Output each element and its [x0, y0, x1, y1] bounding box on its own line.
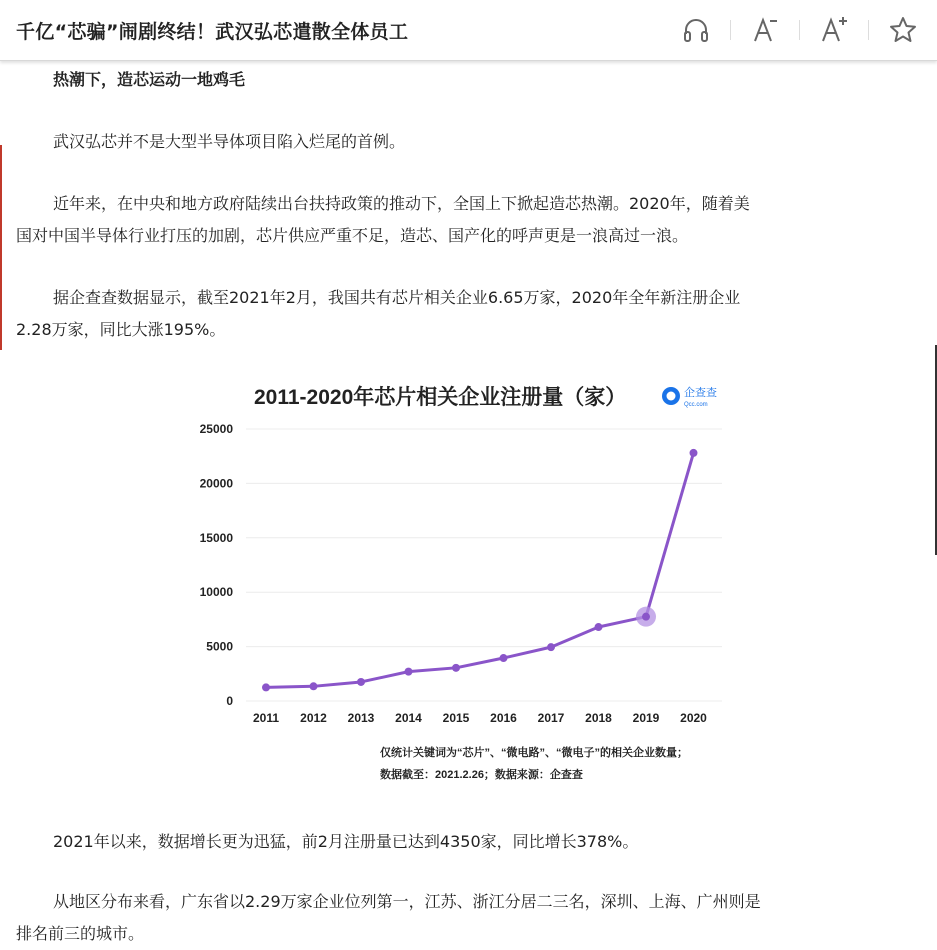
x-tick-label: 2020 [680, 711, 707, 725]
x-tick-label: 2019 [632, 711, 660, 725]
logo-text: 企查查 [684, 387, 717, 399]
y-tick-label: 0 [226, 694, 233, 708]
x-tick-label: 2011 [252, 711, 280, 725]
y-tick-label: 15000 [199, 530, 233, 545]
x-tick-label: 2015 [442, 711, 470, 725]
paragraph: 武汉弘芯并不是大型半导体项目陷入烂尾的首例。 [53, 132, 406, 151]
data-point [595, 623, 603, 631]
left-edge-decoration [0, 145, 2, 350]
paragraph: 2021年以来，数据增长更为迅猛，前2月注册量已达到4350家，同比增长378%。 [53, 832, 639, 851]
font-increase-icon [819, 15, 849, 45]
y-tick-label: 5000 [206, 639, 233, 654]
data-point [405, 668, 413, 676]
font-increase-button[interactable] [800, 8, 868, 52]
data-point [310, 682, 318, 690]
qcc-logo [662, 385, 717, 408]
x-tick-label: 2014 [395, 711, 422, 725]
reader-toolbar [662, 8, 937, 52]
data-point [262, 683, 270, 691]
x-tick-label: 2013 [347, 711, 375, 725]
headphones-icon [681, 15, 711, 45]
series-line [266, 453, 694, 687]
x-tick-label: 2016 [490, 711, 517, 725]
listen-button[interactable] [662, 8, 730, 52]
font-decrease-button[interactable] [731, 8, 799, 52]
chart-note-1: 仅统计关键词为“芯片”、“微电路”、“微电子”的相关企业数量； [380, 747, 688, 759]
paragraph: 近年来，在中央和地方政府陆续出台扶持政策的推动下，全国上下掀起造芯热潮。2020年，随着美 国对中国半导体行业打压的加剧，芯片供应严重不足，造芯、国产化的呼声更是一浪高过一浪。 [16, 194, 750, 245]
paragraph: 据企查查数据显示，截至2021年2月，我国共有芯片相关企业6.65万家，2020年全年新注册企业 2.28万家，同比大涨195%。 [16, 288, 741, 339]
data-point [452, 664, 460, 672]
x-tick-label: 2012 [300, 711, 327, 725]
x-tick-label: 2017 [537, 711, 565, 725]
y-tick-label: 25000 [199, 422, 233, 436]
logo-subtext: Qcc.com [684, 402, 708, 408]
data-point [690, 449, 698, 457]
section-subheading: 热潮下，造芯运动一地鸡毛 [53, 70, 246, 89]
article-title: 千亿“芯骗”闹剧终结！武汉弘芯遣散全体员工 [16, 21, 409, 43]
y-tick-label: 20000 [199, 476, 233, 491]
star-icon [888, 15, 918, 45]
data-point [642, 613, 650, 621]
registration-line-chart [190, 360, 750, 800]
data-point [547, 643, 555, 651]
data-point [357, 678, 365, 686]
chart-image [190, 360, 750, 800]
favorite-button[interactable] [869, 8, 937, 52]
chart-title: 2011-2020年芯片相关企业注册量（家） [254, 386, 627, 409]
article-header-bar [0, 0, 937, 61]
data-point [500, 654, 508, 662]
x-tick-label: 2018 [585, 711, 612, 725]
y-tick-label: 10000 [199, 585, 233, 600]
chart-note-2: 数据截至：2021.2.26；数据来源：企查查 [380, 769, 583, 781]
paragraph: 从地区分布来看，广东省以2.29万家企业位列第一，江苏、浙江分居二三名，深圳、上海、广州则是 排名前三的城市。 [16, 892, 761, 943]
font-decrease-icon [750, 15, 780, 45]
